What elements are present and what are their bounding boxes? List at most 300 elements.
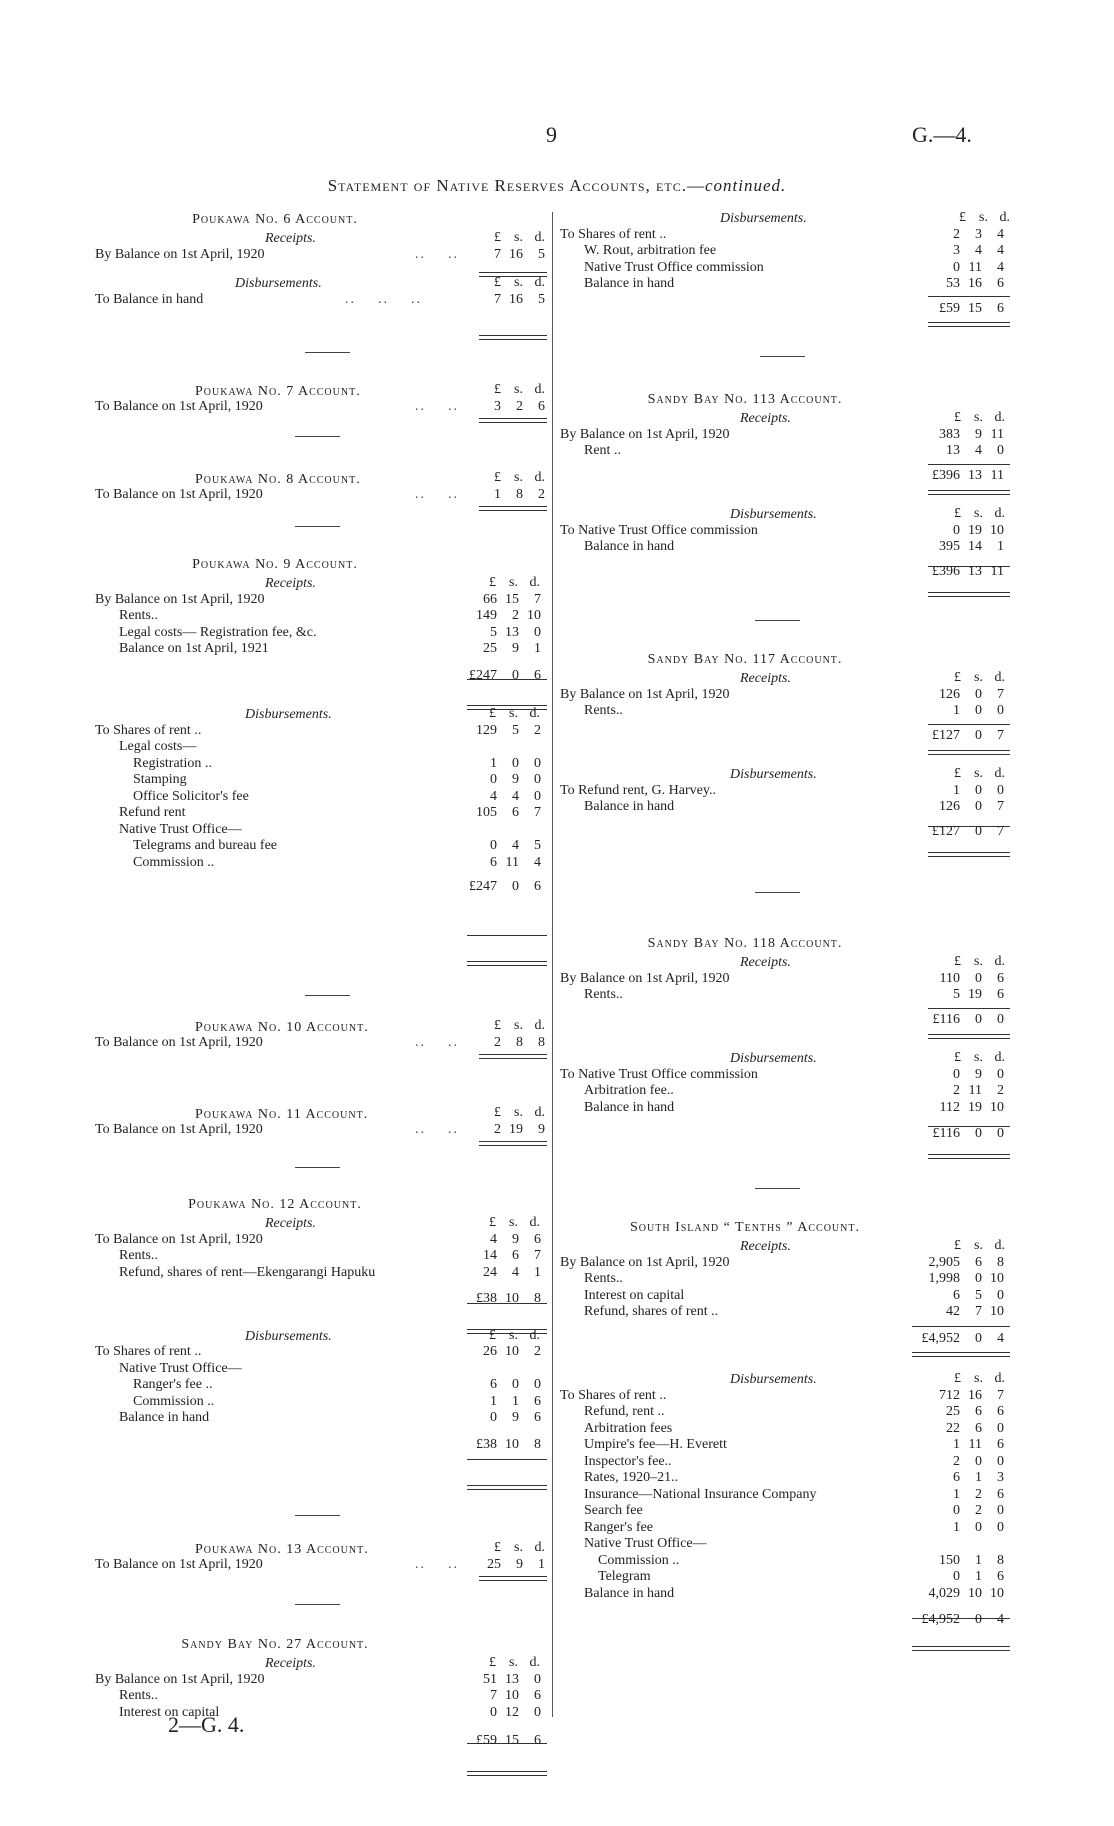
row-label: Stamping [133, 772, 187, 787]
total-pence: 6 [997, 300, 1004, 316]
ledger-row [560, 1288, 1020, 1305]
ledger-row [560, 1083, 1020, 1100]
row-label: Interest on capital [119, 1704, 220, 1720]
total-shillings: 13 [968, 467, 982, 483]
account-title: Poukawa No. 6 Account. [192, 212, 358, 227]
amount-pence: 2 [538, 486, 545, 502]
amount-pence: 0 [997, 443, 1004, 458]
amount-pounds: 26 [483, 1344, 497, 1359]
amount-shillings: 0 [975, 1519, 982, 1535]
amount-shillings: 0 [975, 970, 982, 986]
amount-pounds: 51 [483, 1671, 497, 1687]
amount-shillings: 19 [968, 522, 982, 538]
amount-pounds: 1 [953, 782, 960, 798]
ledger-row [95, 1248, 550, 1265]
account-poukawa-9 [95, 555, 550, 896]
account-poukawa-10 [95, 1018, 550, 1051]
amount-shillings: 11 [968, 259, 982, 275]
amount-pence: 7 [534, 591, 541, 607]
amount-shillings: 6 [512, 1248, 519, 1263]
account-sandy-bay-113 [560, 390, 1020, 580]
ledger-row [560, 227, 1020, 244]
amount-shillings: 5 [975, 1287, 982, 1303]
hdr-l: £ [489, 1327, 496, 1343]
amount-pounds: 22 [946, 1420, 960, 1436]
ledger-row [560, 260, 1020, 277]
row-label: To Balance on 1st April, 1920 [95, 486, 263, 502]
account-sandy-bay-117 [560, 650, 1020, 840]
amount-shillings: 11 [968, 1083, 982, 1098]
ledger-row [95, 723, 550, 740]
amount-shillings: 2 [975, 1503, 982, 1518]
ledger-row: To Balance on 1st April, 1920 .. .. 25 9 1 [95, 1556, 545, 1572]
amount-pounds: 53 [946, 276, 960, 291]
row-label: By Balance on 1st April, 1920 [560, 970, 730, 986]
hdr-d: d. [994, 1371, 1005, 1386]
amount-pence: 10 [990, 1099, 1004, 1115]
amount-shillings: 11 [505, 854, 519, 870]
amount-pounds: 2 [953, 226, 960, 242]
hdr-s: s. [509, 706, 518, 721]
amount-pounds: 2 [494, 1034, 501, 1050]
hdr-l: £ [489, 706, 496, 721]
total-pence: 0 [997, 1126, 1004, 1141]
row-label: Native Trust Office— [119, 821, 242, 837]
total-pounds: £4,952 [921, 1330, 960, 1346]
amount-pence: 6 [534, 1231, 541, 1247]
hdr-d: d. [994, 1238, 1005, 1253]
ledger-row [560, 1503, 1020, 1520]
hdr-l: £ [954, 766, 961, 781]
ledger-row [560, 1569, 1020, 1586]
account-sandy-bay-118 [560, 934, 1020, 1143]
amount-pounds: 25 [946, 1404, 960, 1419]
row-label: Rents.. [119, 608, 158, 623]
column-divider [552, 212, 553, 1717]
amount-shillings: 9 [512, 1410, 519, 1425]
receipts-label: Receipts. [740, 1239, 791, 1254]
disbursements-label: Disbursements. [730, 507, 817, 522]
amount-pounds: 0 [953, 259, 960, 275]
hdr-s: s. [514, 1018, 523, 1033]
amount-pounds: 395 [939, 539, 960, 554]
amount-pounds: 66 [483, 591, 497, 607]
ledger-row [95, 1410, 550, 1427]
amount-pounds: 6 [490, 854, 497, 870]
amount-shillings: 10 [968, 1585, 982, 1601]
row-label: Balance on 1st April, 1921 [119, 641, 269, 656]
row-label: To Shares of rent .. [95, 1344, 202, 1359]
amount-shillings: 9 [512, 1231, 519, 1247]
footer-reference: 2—G. 4. [168, 1712, 245, 1737]
hdr-l: £ [489, 1655, 496, 1670]
amount-shillings: 16 [509, 291, 523, 307]
title-continued: continued. [704, 176, 787, 195]
amount-pence: 7 [534, 1248, 541, 1263]
page-number: 9 [546, 122, 557, 147]
ledger-row [95, 592, 550, 609]
ledger-row [95, 1394, 550, 1411]
row-label: To Balance on 1st April, 1920 [95, 398, 263, 414]
ledger-row [560, 799, 1020, 816]
amount-pounds: 25 [487, 1556, 501, 1572]
amount-pence: 5 [534, 838, 541, 853]
hdr-s: s. [509, 1215, 518, 1230]
ledger-row [560, 1255, 1020, 1272]
amount-pence: 10 [990, 1271, 1004, 1286]
amount-shillings: 2 [512, 608, 519, 623]
amount-pence: 6 [997, 1569, 1004, 1584]
amount-pence: 0 [997, 1503, 1004, 1518]
amount-shillings: 16 [968, 1387, 982, 1403]
hdr-d: d. [994, 954, 1005, 969]
amount-pence: 2 [997, 1083, 1004, 1098]
row-label: Balance in hand [584, 276, 675, 291]
amount-pence: 7 [997, 686, 1004, 702]
ledger-row [560, 1304, 1020, 1321]
row-label: To Balance on 1st April, 1920 [95, 1556, 263, 1572]
row-label: Ranger's fee .. [133, 1377, 213, 1392]
amount-shillings: 9 [512, 772, 519, 787]
amount-pounds: 1 [953, 1437, 960, 1452]
row-label: Registration .. [133, 755, 212, 771]
ledger-row [560, 1586, 1020, 1603]
hdr-d: d. [994, 506, 1005, 521]
amount-pence: 7 [997, 1387, 1004, 1403]
receipts-label: Receipts. [265, 1216, 316, 1231]
hdr-s: s. [509, 1655, 518, 1670]
ledger-row [95, 641, 550, 658]
ledger-row [560, 1470, 1020, 1487]
ledger-row [95, 1344, 550, 1361]
total-pounds: £4,952 [921, 1612, 960, 1627]
amount-pence: 0 [534, 755, 541, 771]
account-title: Poukawa No. 9 Account. [192, 557, 358, 572]
hdr-d: d. [529, 1655, 540, 1670]
row-label: Umpire's fee—H. Everett [584, 1437, 727, 1452]
page-title [0, 176, 1114, 196]
hdr-s: s. [974, 670, 983, 685]
row-label: Interest on capital [584, 1287, 685, 1303]
account-poukawa-6 [95, 210, 550, 308]
total-pence: 11 [990, 563, 1004, 579]
hdr-l: £ [489, 1215, 496, 1230]
hdr-d: d. [994, 766, 1005, 781]
ledger-row [95, 772, 550, 789]
amount-pounds: 2,905 [928, 1254, 960, 1270]
amount-pounds: 5 [490, 624, 497, 640]
hdr-d: d. [994, 670, 1005, 685]
hdr-d: d. [994, 1050, 1005, 1065]
hdr-l: £ [494, 230, 501, 245]
amount-pounds: 149 [476, 608, 497, 623]
amount-pounds: 6 [953, 1470, 960, 1485]
row-label: Native Trust Office commission [584, 259, 764, 275]
total-shillings: 15 [505, 1733, 519, 1748]
row-label: Commission .. [133, 1393, 215, 1409]
row-label: Telegram [598, 1569, 651, 1584]
amount-pounds: 2 [953, 1083, 960, 1098]
ledger-row [560, 1388, 1020, 1405]
amount-pence: 0 [534, 772, 541, 787]
total-shillings: 10 [505, 1436, 519, 1452]
amount-pounds: 1,998 [928, 1271, 960, 1286]
ledger-row: To Balance on 1st April, 1920 .. .. 2 8 8 [95, 1034, 545, 1050]
amount-pence: 5 [538, 246, 545, 262]
amount-shillings: 13 [505, 1671, 519, 1687]
ledger-row [95, 1361, 550, 1378]
total-pence: 7 [997, 727, 1004, 743]
amount-pounds: 1 [494, 486, 501, 502]
row-label: Balance in hand [119, 1410, 210, 1425]
hdr-l: £ [954, 410, 961, 425]
account-poukawa-8 [95, 470, 550, 503]
amount-pence: 6 [997, 1437, 1004, 1452]
amount-shillings: 8 [516, 486, 523, 502]
total-pounds: £247 [469, 879, 497, 894]
ledger-row [560, 243, 1020, 260]
account-title: Poukawa No. 11 Account. [195, 1107, 369, 1122]
row-label: Refund, rent .. [584, 1404, 665, 1419]
amount-pence: 10 [990, 522, 1004, 538]
total-shillings: 0 [512, 879, 519, 894]
amount-pence: 7 [534, 805, 541, 820]
hdr-l: £ [954, 506, 961, 521]
total-shillings: 0 [975, 1330, 982, 1346]
hdr-s: s. [509, 575, 518, 590]
total-pounds: £116 [932, 1011, 960, 1027]
amount-pence: 6 [997, 987, 1004, 1002]
total-pence: 0 [997, 1011, 1004, 1027]
amount-pence: 4 [997, 226, 1004, 242]
amount-shillings: 3 [975, 226, 982, 242]
ledger-row [560, 1487, 1020, 1504]
amount-shillings: 11 [968, 1437, 982, 1452]
account-sandy-bay-27-disbursements [560, 210, 1020, 317]
row-label: Rents.. [119, 1688, 158, 1703]
amount-pounds: 24 [483, 1264, 497, 1280]
ledger-row [560, 971, 1020, 988]
amount-pence: 6 [534, 1688, 541, 1703]
row-label: Telegrams and bureau fee [133, 838, 277, 853]
row-label: Arbitration fee.. [584, 1083, 674, 1098]
row-label: By Balance on 1st April, 1920 [560, 1254, 730, 1270]
amount-pence: 4 [997, 243, 1004, 258]
amount-shillings: 19 [968, 1099, 982, 1115]
amount-shillings: 12 [505, 1704, 519, 1720]
receipts-label: Receipts. [740, 411, 791, 426]
ledger-row [95, 756, 550, 773]
disbursements-label: Disbursements. [235, 276, 322, 291]
ledger-row [95, 1688, 550, 1705]
total-pounds: £38 [476, 1291, 497, 1306]
amount-pounds: 105 [476, 805, 497, 820]
amount-pounds: 3 [494, 398, 501, 414]
amount-shillings: 4 [975, 243, 982, 258]
amount-pounds: 1 [953, 703, 960, 718]
hdr-d: d. [534, 470, 545, 485]
ledger-row [560, 703, 1020, 720]
amount-pence: 0 [534, 1671, 541, 1687]
amount-pence: 4 [997, 259, 1004, 275]
row-label: Legal costs— [119, 739, 197, 754]
amount-pounds: 7 [494, 246, 501, 262]
receipts-label: Receipts. [265, 1656, 316, 1671]
hdr-d: d. [534, 1018, 545, 1033]
hdr-l: £ [954, 1238, 961, 1253]
hdr-s: s. [509, 1327, 518, 1343]
row-label: Native Trust Office— [119, 1360, 242, 1376]
ledger-row [95, 625, 550, 642]
hdr-l: £ [494, 1105, 501, 1120]
amount-shillings: 9 [975, 426, 982, 442]
row-label: Legal costs— Registration fee, &c. [119, 624, 317, 640]
total-pence: 4 [997, 1612, 1004, 1627]
amount-shillings: 1 [975, 1552, 982, 1568]
ledger-row [95, 1672, 550, 1689]
row-label: By Balance on 1st April, 1920 [95, 591, 265, 607]
hdr-l: £ [494, 382, 501, 397]
hdr-s: s. [514, 470, 523, 485]
ledger-row [560, 1067, 1020, 1084]
row-label: To Balance in hand [95, 291, 204, 307]
account-title: South Island “ Tenths ” Account. [630, 1220, 860, 1235]
amount-shillings: 13 [505, 624, 519, 640]
amount-pounds: 25 [483, 641, 497, 656]
ledger-row [95, 1705, 550, 1722]
amount-shillings: 9 [516, 1556, 523, 1572]
ledger-row [560, 1100, 1020, 1117]
amount-shillings: 0 [975, 1453, 982, 1469]
total-shillings: 0 [975, 823, 982, 839]
total-pounds: £247 [469, 667, 497, 683]
amount-pounds: 0 [953, 1066, 960, 1082]
amount-shillings: 0 [512, 1377, 519, 1392]
amount-shillings: 6 [512, 805, 519, 820]
row-label: To Shares of rent .. [560, 1387, 667, 1403]
amount-shillings: 9 [512, 641, 519, 656]
total-pounds: £59 [939, 300, 960, 316]
total-pounds: £396 [932, 563, 960, 579]
amount-shillings: 1 [975, 1470, 982, 1485]
amount-pence: 0 [997, 1453, 1004, 1469]
row-label: Native Trust Office— [584, 1536, 707, 1551]
hdr-d: d. [994, 410, 1005, 425]
amount-pounds: 126 [939, 686, 960, 702]
hdr-s: s. [974, 1371, 983, 1386]
total-pounds: £127 [932, 823, 960, 839]
amount-pounds: 4 [490, 1231, 497, 1247]
amount-shillings: 1 [512, 1393, 519, 1409]
row-label: Refund, shares of rent—Ekengarangi Hapuku [119, 1264, 376, 1280]
disbursements-label: Disbursements. [245, 707, 332, 722]
amount-pence: 1 [997, 539, 1004, 554]
row-label: Search fee [584, 1503, 643, 1518]
total-pence: 6 [534, 667, 541, 683]
amount-pence: 0 [997, 1066, 1004, 1082]
hdr-d: d. [534, 1540, 545, 1555]
hdr-s: s. [974, 506, 983, 521]
ledger-row [560, 1421, 1020, 1438]
amount-pounds: 0 [490, 1410, 497, 1425]
hdr-d: d. [999, 210, 1010, 225]
hdr-d: d. [529, 1327, 540, 1343]
amount-pence: 8 [997, 1552, 1004, 1568]
amount-shillings: 19 [509, 1121, 523, 1137]
total-pence: 6 [534, 879, 541, 894]
amount-shillings: 0 [512, 755, 519, 771]
amount-pence: 6 [997, 1404, 1004, 1419]
amount-shillings: 2 [516, 398, 523, 414]
hdr-s: s. [514, 230, 523, 245]
hdr-l: £ [489, 575, 496, 590]
account-title: Sandy Bay No. 27 Account. [181, 1637, 369, 1652]
amount-pence: 6 [997, 1486, 1004, 1502]
amount-pence: 8 [538, 1034, 545, 1050]
row-label: Rents.. [119, 1248, 158, 1263]
amount-pence: 6 [997, 276, 1004, 291]
ledger-row [95, 838, 550, 855]
amount-shillings: 4 [512, 1264, 519, 1280]
amount-pence: 6 [534, 1393, 541, 1409]
amount-shillings: 0 [975, 686, 982, 702]
ledger-row [560, 1520, 1020, 1537]
total-pence: 7 [997, 823, 1004, 839]
receipts-label: Receipts. [740, 671, 791, 686]
row-label: To Balance on 1st April, 1920 [95, 1231, 263, 1247]
amount-pence: 7 [997, 799, 1004, 814]
amount-pounds: 383 [939, 426, 960, 442]
account-title: Poukawa No. 7 Account. [195, 384, 361, 399]
receipts-label: Receipts. [265, 231, 316, 246]
row-label: Rents.. [584, 987, 623, 1002]
amount-shillings: 7 [975, 1304, 982, 1319]
amount-pounds: 4,029 [928, 1585, 960, 1601]
total-shillings: 10 [505, 1291, 519, 1306]
total-shillings: 13 [968, 563, 982, 579]
hdr-s: s. [514, 382, 523, 397]
amount-shillings: 15 [505, 591, 519, 607]
account-title: Poukawa No. 10 Account. [195, 1020, 369, 1035]
amount-pounds: 14 [483, 1248, 497, 1263]
ledger-row [560, 276, 1020, 293]
hdr-s: s. [974, 410, 983, 425]
row-label: To Native Trust Office commission [560, 522, 758, 538]
amount-pounds: 0 [953, 1503, 960, 1518]
ledger-row: By Balance on 1st April, 1920 .. .. 7 16 5 [95, 246, 545, 262]
account-poukawa-7 [95, 382, 550, 415]
total-shillings: 15 [968, 300, 982, 316]
amount-shillings: 8 [516, 1034, 523, 1050]
hdr-l: £ [494, 1018, 501, 1033]
amount-pounds: 0 [490, 838, 497, 853]
hdr-s: s. [974, 1238, 983, 1253]
row-label: Refund, shares of rent .. [584, 1304, 719, 1319]
amount-shillings: 0 [975, 703, 982, 718]
account-title: Poukawa No. 13 Account. [195, 1542, 369, 1557]
ledger-row [95, 1377, 550, 1394]
hdr-l: £ [954, 670, 961, 685]
ledger-row: To Balance in hand .. .. .. 7 16 5 [95, 291, 545, 307]
hdr-s: s. [974, 1050, 983, 1065]
amount-pence: 11 [990, 426, 1004, 442]
row-label: Rents.. [584, 1271, 623, 1286]
amount-pence: 10 [527, 608, 541, 623]
account-poukawa-11 [95, 1105, 550, 1138]
title-main: Statement of Native Reserves Accounts, etc.— [327, 176, 705, 195]
account-poukawa-12 [95, 1195, 550, 1453]
receipts-label: Receipts. [740, 955, 791, 970]
